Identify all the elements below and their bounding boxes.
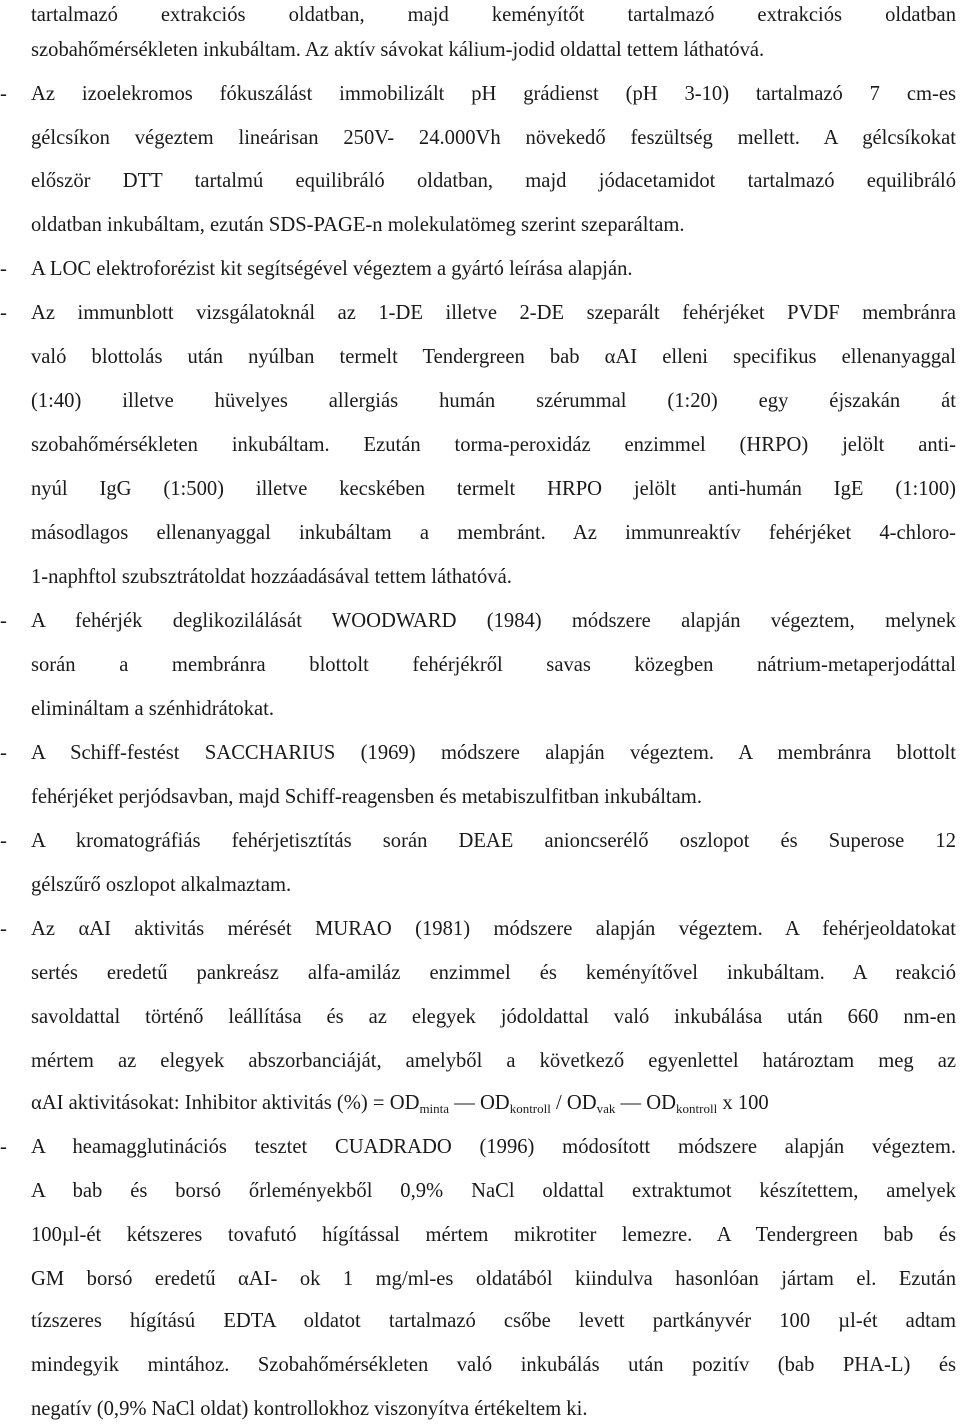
text-line: 1-naphftol szubsztrátoldat hozzáadásával tettem láthatóvá. xyxy=(31,566,512,588)
text-line: GM borsó eredetű αAI- ok 1 mg/ml-es oldatából kiindulva hasonlóan jártam el. Ezután xyxy=(31,1268,956,1290)
formula-subscript: minta xyxy=(419,1101,450,1116)
formula-subscript: vak xyxy=(596,1101,616,1116)
text-line xyxy=(0,1132,956,1162)
list-dash: - xyxy=(0,742,7,764)
formula-text: — OD xyxy=(615,1092,677,1114)
text-line xyxy=(0,79,956,109)
text-line: sertés eredetű pankreász alfa-amiláz enzimmel és keményítővel inkubáltam. A reakció xyxy=(31,962,956,984)
text-line: oldatban inkubáltam, ezután SDS-PAGE-n molekulatömeg szerint szeparáltam. xyxy=(31,214,685,236)
list-dash: - xyxy=(0,302,7,324)
list-item-text: A Schiff-festést SACCHARIUS (1969) módszere alapján végeztem. A membránra blottolt xyxy=(31,742,956,764)
text-line: való blottolás után nyúlban termelt Tendergreen bab αAI elleni specifikus ellenanyaggal xyxy=(31,346,956,368)
text-line xyxy=(0,826,956,856)
text-line xyxy=(0,254,956,284)
list-item-text: A kromatográfiás fehérjetisztítás során DEAE anioncserélő oszlopot és Superose 12 xyxy=(31,830,956,852)
text-line: másodlagos ellenanyaggal inkubáltam a membránt. Az immunreaktív fehérjéket 4-chloro- xyxy=(31,522,956,544)
formula-text: — OD xyxy=(449,1092,510,1114)
formula-text: αAI aktivitásokat: Inhibitor aktivitás (%) = OD xyxy=(31,1092,420,1114)
list-item-text: Az immunblott vizsgálatoknál az 1-DE illetve 2-DE szeparált fehérjéket PVDF membránra xyxy=(31,302,956,324)
formula-text: x 100 xyxy=(717,1092,769,1114)
text-line: elimináltam a szénhidrátokat. xyxy=(31,698,275,720)
formula-subscript: kontroll xyxy=(676,1101,718,1116)
text-line: mértem az elegyek abszorbanciáját, amelyből a következő egyenlettel határoztam meg az xyxy=(31,1050,956,1072)
text-line: negatív (0,9% NaCl oldat) kontrollokhoz viszonyítva értékeltem ki. xyxy=(31,1398,588,1420)
text-line: először DTT tartalmú equilibráló oldatban, majd jódacetamidot tartalmazó equilibráló xyxy=(31,170,956,192)
text-line xyxy=(0,606,956,636)
text-line: fehérjéket perjódsavban, majd Schiff-reagensben és metabiszulfitban inkubáltam. xyxy=(31,786,702,808)
text-line: tízszeres hígítású EDTA oldatot tartalmazó csőbe levett partkányvér 100 µl-ét adtam xyxy=(31,1310,956,1332)
list-dash: - xyxy=(0,610,7,632)
list-dash: - xyxy=(0,1136,7,1158)
formula-text: / OD xyxy=(550,1092,597,1114)
text-line xyxy=(0,738,956,768)
list-dash: - xyxy=(0,258,7,280)
text-line: során a membránra blottolt fehérjékről savas közegben nátrium-metaperjodáttal xyxy=(31,654,956,676)
text-line: (1:40) illetve hüvelyes allergiás humán szérummal (1:20) egy éjszakán át xyxy=(31,390,956,412)
list-item-text: A heamagglutinációs tesztet CUADRADO (1996) módosított módszere alapján végeztem. xyxy=(31,1136,956,1158)
formula-subscript: kontroll xyxy=(509,1101,551,1116)
text-line: nyúl IgG (1:500) illetve kecskében termelt HRPO jelölt anti-humán IgE (1:100) xyxy=(31,478,956,500)
text-line: 100µl-ét kétszeres tovafutó hígítással mértem mikrotiter lemezre. A Tendergreen bab és xyxy=(31,1224,956,1246)
inhibitor-activity-formula xyxy=(31,1088,956,1118)
text-line: tartalmazó extrakciós oldatban, majd keményítőt tartalmazó extrakciós oldatban xyxy=(31,4,956,26)
list-item-text: Az αAI aktivitás mérését MURAO (1981) módszere alapján végeztem. A fehérjeoldatokat xyxy=(31,918,956,940)
list-dash: - xyxy=(0,83,7,105)
text-line: gélcsíkon végeztem lineárisan 250V- 24.000Vh növekedő feszültség mellett. A gélcsíkokat xyxy=(31,127,956,149)
list-dash: - xyxy=(0,830,7,852)
list-dash: - xyxy=(0,918,7,940)
list-item-text: Az izoelekromos fókuszálást immobilizált pH grádienst (pH 3-10) tartalmazó 7 cm-es xyxy=(31,83,956,105)
text-line xyxy=(0,298,956,328)
text-line: savoldattal történő leállítása és az elegyek jódoldattal való inkubálása után 660 nm-en xyxy=(31,1006,956,1028)
text-line: gélszűrő oszlopot alkalmaztam. xyxy=(31,874,292,896)
text-line xyxy=(0,914,956,944)
text-line: mindegyik mintához. Szobahőmérsékleten való inkubálás után pozitív (bab PHA-L) és xyxy=(31,1354,956,1376)
list-item-text: A fehérjék deglikozilálását WOODWARD (1984) módszere alapján végeztem, melynek xyxy=(31,610,956,632)
text-line: A bab és borsó őrleményekből 0,9% NaCl oldattal extraktumot készítettem, amelyek xyxy=(31,1180,956,1202)
text-line: szobahőmérsékleten inkubáltam. Az aktív sávokat kálium-jodid oldattal tettem láthatóvá. xyxy=(31,39,765,61)
list-item-text: A LOC elektroforézist kit segítségével végeztem a gyártó leírása alapján. xyxy=(31,258,633,280)
text-line: szobahőmérsékleten inkubáltam. Ezután torma-peroxidáz enzimmel (HRPO) jelölt anti- xyxy=(31,434,956,456)
